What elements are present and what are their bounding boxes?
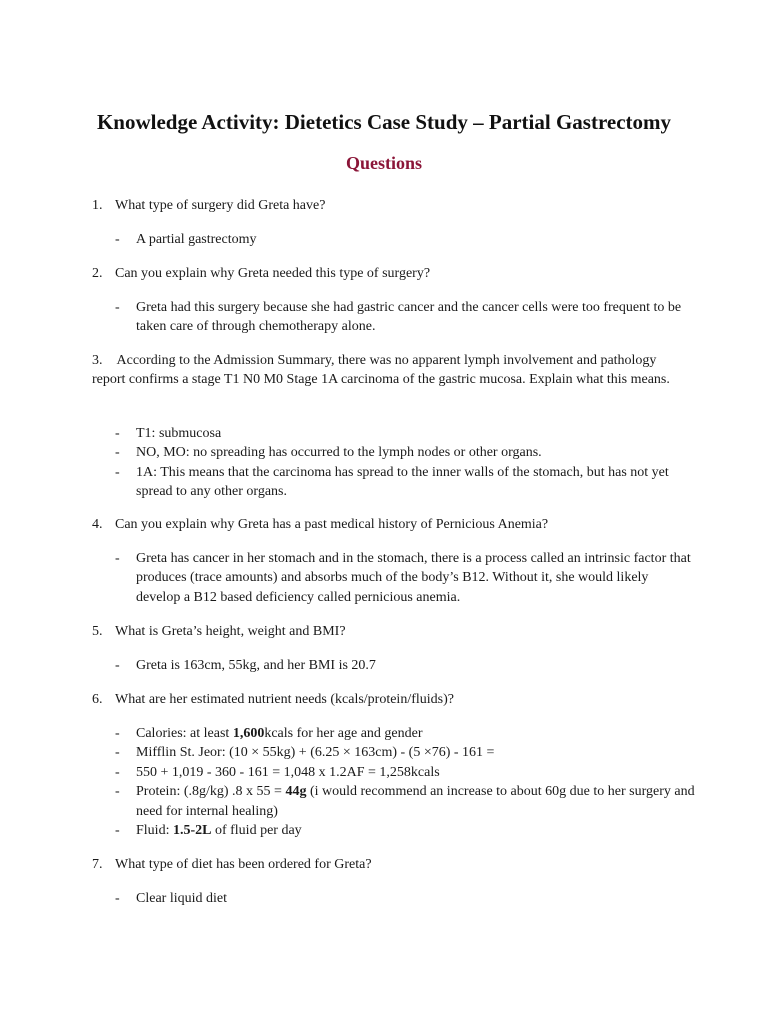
list-item: - Greta had this surgery because she had gastric cancer and the cancer cells were too frequent to be taken care of through chemotherapy alone. — [115, 300, 682, 335]
question-text: What are her estimated nutrient needs (kcals/protein/fluids)? — [115, 692, 454, 707]
list-item: - A partial gastrectomy — [115, 232, 257, 247]
question-text: What type of diet has been ordered for Greta? — [115, 857, 372, 872]
list-item: - Greta is 163cm, 55kg, and her BMI is 20.7 — [115, 658, 376, 673]
question-number: 3. — [92, 353, 103, 368]
list-item: - 1A: This means that the carcinoma has spread to the inner walls of the stomach, but has not yet spread to any other organs. — [115, 464, 669, 500]
answer-4 — [115, 549, 695, 607]
question-number: 6. — [92, 692, 103, 707]
answer-1 — [115, 230, 695, 249]
question-number: 1. — [92, 198, 103, 213]
question-number: 7. — [92, 857, 103, 872]
answer-6 — [115, 724, 695, 840]
answer-7 — [115, 889, 695, 908]
answer-5 — [115, 656, 695, 675]
list-item: - Clear liquid diet — [115, 891, 227, 906]
question-number: 2. — [92, 266, 103, 281]
question-text: What type of surgery did Greta have? — [115, 198, 326, 213]
list-item: - NO, MO: no spreading has occurred to the lymph nodes or other organs. — [115, 445, 542, 461]
question-number: 4. — [92, 517, 103, 532]
list-item: - Greta has cancer in her stomach and in the stomach, there is a process called an intrinsic factor that produces (trace amounts) and absorbs much of the body’s B12. Without it, she would likely develop a B12 based deficiency called pernicious anemia. — [115, 551, 691, 605]
document-title: Knowledge Activity: Dietetics Case Study – Partial Gastrectomy — [96, 110, 672, 134]
question-text: Can you explain why Greta has a past medical history of Pernicious Anemia? — [115, 517, 549, 532]
answer-3 — [115, 424, 695, 502]
question-3 — [92, 351, 692, 390]
question-number: 5. — [92, 624, 103, 639]
list-item: - Calories: at least 1,600kcals for her age and gender — [115, 726, 423, 741]
section-heading: Questions — [345, 153, 423, 173]
list-item: - 550 + 1,019 - 360 - 161 = 1,048 x 1.2AF = 1,258kcals — [115, 764, 440, 780]
list-item: - Mifflin St. Jeor: (10 × 55kg) + (6.25 × 163cm) - (5 ×76) - 161 = — [115, 745, 495, 761]
list-item: - T1: submucosa — [115, 426, 222, 441]
answer-2 — [115, 298, 695, 337]
list-item: - Protein: (.8g/kg) .8 x 55 = 44g (i would recommend an increase to about 60g due to her surgery and need for internal healing) — [115, 784, 695, 819]
question-text: According to the Admission Summary, there was no apparent lymph involvement and pathology report confirms a stage T1 N0 M0 Stage 1A carcinoma of the gastric mucosa. Explain what this means. — [92, 353, 670, 388]
question-text: What is Greta’s height, weight and BMI? — [115, 624, 346, 639]
question-text: Can you explain why Greta needed this type of surgery? — [115, 266, 431, 281]
list-item: - Fluid: 1.5-2L of fluid per day — [115, 823, 302, 839]
